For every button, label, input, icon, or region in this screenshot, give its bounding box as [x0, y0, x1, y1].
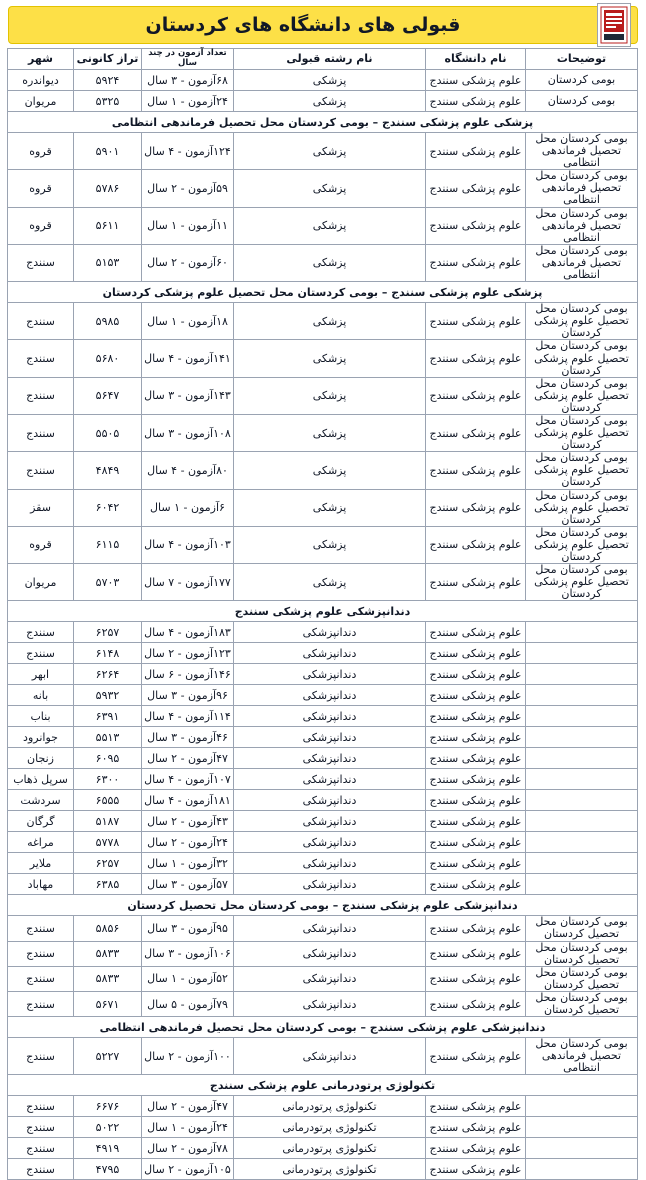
table-row — [8, 874, 638, 895]
cell-university: علوم پزشکی سنندج — [426, 303, 526, 340]
cell-major: پزشکی — [234, 377, 426, 414]
cell-university: علوم پزشکی سنندج — [426, 1159, 526, 1180]
cell-major: دندانپزشکی — [234, 811, 426, 832]
cell-major: دندانپزشکی — [234, 643, 426, 664]
cell-traz: ۶۳۹۱ — [74, 706, 142, 727]
admissions-table — [7, 48, 638, 1180]
section-title: دندانپزشکی علوم پزشکی سنندج – بومی کردستان محل تحصیل فرماندهی انتظامی — [8, 1017, 638, 1038]
cell-city: مریوان — [8, 91, 74, 112]
cell-traz: ۵۵۰۵ — [74, 414, 142, 451]
cell-traz: ۶۳۰۰ — [74, 769, 142, 790]
cell-notes: بومی کردستان محل تحصیل فرماندهی انتظامی — [526, 170, 638, 207]
table-row — [8, 207, 638, 244]
cell-major: پزشکی — [234, 340, 426, 377]
section-header-row — [8, 112, 638, 133]
cell-university: علوم پزشکی سنندج — [426, 790, 526, 811]
cell-exam-count: ۵۲آزمون - ۱ سال — [142, 966, 234, 991]
cell-exam-count: ۱۲۴آزمون - ۴ سال — [142, 133, 234, 170]
cell-notes — [526, 1096, 638, 1117]
cell-traz: ۵۹۰۱ — [74, 133, 142, 170]
cell-notes — [526, 811, 638, 832]
section-title: پزشکی علوم پزشکی سنندج – بومی کردستان محل تحصیل علوم پزشکی کردستان — [8, 282, 638, 303]
table-row — [8, 340, 638, 377]
page-banner — [8, 6, 638, 44]
cell-exam-count: ۴۷آزمون - ۲ سال — [142, 748, 234, 769]
cell-exam-count: ۸۰آزمون - ۴ سال — [142, 452, 234, 489]
cell-major: پزشکی — [234, 170, 426, 207]
table-row — [8, 643, 638, 664]
cell-major: دندانپزشکی — [234, 727, 426, 748]
cell-notes — [526, 1159, 638, 1180]
cell-university: علوم پزشکی سنندج — [426, 377, 526, 414]
cell-university: علوم پزشکی سنندج — [426, 811, 526, 832]
cell-city: سنندج — [8, 1096, 74, 1117]
cell-major: دندانپزشکی — [234, 853, 426, 874]
document-page — [0, 6, 646, 1180]
cell-exam-count: ۱۱آزمون - ۱ سال — [142, 207, 234, 244]
cell-traz: ۵۷۸۶ — [74, 170, 142, 207]
cell-major: دندانپزشکی — [234, 991, 426, 1016]
section-title: پزشکی علوم پزشکی سنندج – بومی کردستان محل تحصیل فرماندهی انتظامی — [8, 112, 638, 133]
cell-university: علوم پزشکی سنندج — [426, 564, 526, 601]
table-row — [8, 170, 638, 207]
cell-notes: بومی کردستان محل تحصیل علوم پزشکی کردستان — [526, 489, 638, 526]
table-row — [8, 70, 638, 91]
cell-major: دندانپزشکی — [234, 769, 426, 790]
cell-traz: ۴۹۱۹ — [74, 1138, 142, 1159]
cell-exam-count: ۲۴آزمون - ۱ سال — [142, 1117, 234, 1138]
cell-city: سنندج — [8, 941, 74, 966]
cell-city: جوانرود — [8, 727, 74, 748]
cell-major: پزشکی — [234, 244, 426, 281]
cell-exam-count: ۶۸آزمون - ۳ سال — [142, 70, 234, 91]
cell-notes: بومی کردستان محل تحصیل کردستان — [526, 966, 638, 991]
cell-major: تکنولوژی پرتودرمانی — [234, 1138, 426, 1159]
cell-exam-count: ۱۰۸آزمون - ۳ سال — [142, 414, 234, 451]
cell-city: قروه — [8, 207, 74, 244]
cell-exam-count: ۹۶آزمون - ۳ سال — [142, 685, 234, 706]
cell-exam-count: ۴۳آزمون - ۲ سال — [142, 811, 234, 832]
cell-city: سنندج — [8, 303, 74, 340]
cell-exam-count: ۱۴۶آزمون - ۶ سال — [142, 664, 234, 685]
cell-city: سرپل ذهاب — [8, 769, 74, 790]
cell-major: دندانپزشکی — [234, 685, 426, 706]
cell-notes — [526, 769, 638, 790]
cell-university: علوم پزشکی سنندج — [426, 832, 526, 853]
cell-major: پزشکی — [234, 303, 426, 340]
cell-traz: ۶۰۴۲ — [74, 489, 142, 526]
cell-notes — [526, 664, 638, 685]
table-row — [8, 790, 638, 811]
table-row — [8, 622, 638, 643]
cell-exam-count: ۱۴۱آزمون - ۴ سال — [142, 340, 234, 377]
table-row — [8, 1096, 638, 1117]
cell-notes: بومی کردستان محل تحصیل فرماندهی انتظامی — [526, 1038, 638, 1075]
cell-university: علوم پزشکی سنندج — [426, 489, 526, 526]
cell-traz: ۶۳۸۵ — [74, 874, 142, 895]
cell-traz: ۵۶۸۰ — [74, 340, 142, 377]
cell-notes — [526, 685, 638, 706]
cell-major: پزشکی — [234, 414, 426, 451]
section-header-row — [8, 601, 638, 622]
cell-traz: ۵۱۵۳ — [74, 244, 142, 281]
cell-notes — [526, 706, 638, 727]
cell-city: سقز — [8, 489, 74, 526]
cell-exam-count: ۱۷۷آزمون - ۷ سال — [142, 564, 234, 601]
cell-notes — [526, 1117, 638, 1138]
cell-exam-count: ۷۹آزمون - ۵ سال — [142, 991, 234, 1016]
cell-exam-count: ۱۸آزمون - ۱ سال — [142, 303, 234, 340]
cell-traz: ۶۶۷۶ — [74, 1096, 142, 1117]
table-row — [8, 303, 638, 340]
cell-notes — [526, 748, 638, 769]
cell-city: سنندج — [8, 643, 74, 664]
cell-notes — [526, 727, 638, 748]
table-row — [8, 853, 638, 874]
cell-university: علوم پزشکی سنندج — [426, 706, 526, 727]
cell-city: سنندج — [8, 1159, 74, 1180]
table-row — [8, 748, 638, 769]
cell-university: علوم پزشکی سنندج — [426, 685, 526, 706]
cell-major: دندانپزشکی — [234, 748, 426, 769]
cell-major: دندانپزشکی — [234, 1038, 426, 1075]
cell-city: مهاباد — [8, 874, 74, 895]
table-row — [8, 664, 638, 685]
cell-exam-count: ۱۰۳آزمون - ۴ سال — [142, 526, 234, 563]
cell-notes: بومی کردستان محل تحصیل علوم پزشکی کردستان — [526, 526, 638, 563]
table-row — [8, 414, 638, 451]
cell-university: علوم پزشکی سنندج — [426, 748, 526, 769]
cell-city: سنندج — [8, 1117, 74, 1138]
cell-exam-count: ۱۲۳آزمون - ۲ سال — [142, 643, 234, 664]
cell-traz: ۵۹۲۴ — [74, 70, 142, 91]
cell-notes — [526, 790, 638, 811]
cell-exam-count: ۱۰۵آزمون - ۲ سال — [142, 1159, 234, 1180]
cell-exam-count: ۶آزمون - ۱ سال — [142, 489, 234, 526]
table-row — [8, 489, 638, 526]
table-row — [8, 991, 638, 1016]
table-body — [8, 70, 638, 1180]
cell-major: تکنولوژی پرتودرمانی — [234, 1117, 426, 1138]
cell-university: علوم پزشکی سنندج — [426, 966, 526, 991]
section-title: دندانپزشکی علوم پزشکی سنندج — [8, 601, 638, 622]
table-row — [8, 727, 638, 748]
cell-notes: بومی کردستان محل تحصیل فرماندهی انتظامی — [526, 244, 638, 281]
cell-notes: بومی کردستان محل تحصیل فرماندهی انتظامی — [526, 133, 638, 170]
table-header-row — [8, 49, 638, 70]
table-row — [8, 1117, 638, 1138]
table-row — [8, 769, 638, 790]
cell-traz: ۵۶۴۷ — [74, 377, 142, 414]
cell-university: علوم پزشکی سنندج — [426, 941, 526, 966]
cell-traz: ۶۲۶۴ — [74, 664, 142, 685]
cell-university: علوم پزشکی سنندج — [426, 727, 526, 748]
cell-traz: ۵۹۳۲ — [74, 685, 142, 706]
cell-major: پزشکی — [234, 133, 426, 170]
cell-exam-count: ۱۸۱آزمون - ۴ سال — [142, 790, 234, 811]
cell-major: دندانپزشکی — [234, 706, 426, 727]
col-header-notes: توضیحات — [526, 49, 638, 70]
section-header-row — [8, 282, 638, 303]
cell-traz: ۶۲۵۷ — [74, 622, 142, 643]
col-header-university: نام دانشگاه — [426, 49, 526, 70]
cell-major: پزشکی — [234, 207, 426, 244]
col-header-traz: تراز کانونی — [74, 49, 142, 70]
section-header-row — [8, 1075, 638, 1096]
cell-exam-count: ۱۰۷آزمون - ۴ سال — [142, 769, 234, 790]
cell-exam-count: ۵۹آزمون - ۲ سال — [142, 170, 234, 207]
cell-exam-count: ۴۷آزمون - ۲ سال — [142, 1096, 234, 1117]
cell-major: تکنولوژی پرتودرمانی — [234, 1159, 426, 1180]
cell-city: زنجان — [8, 748, 74, 769]
cell-notes: بومی کردستان محل تحصیل علوم پزشکی کردستان — [526, 452, 638, 489]
section-title: تکنولوژی پرتودرمانی علوم پزشکی سنندج — [8, 1075, 638, 1096]
cell-traz: ۶۰۹۵ — [74, 748, 142, 769]
table-row — [8, 377, 638, 414]
cell-city: بانه — [8, 685, 74, 706]
cell-city: سنندج — [8, 916, 74, 941]
cell-university: علوم پزشکی سنندج — [426, 91, 526, 112]
cell-traz: ۵۱۸۷ — [74, 811, 142, 832]
cell-city: ابهر — [8, 664, 74, 685]
cell-notes — [526, 853, 638, 874]
cell-exam-count: ۲۴آزمون - ۲ سال — [142, 832, 234, 853]
cell-major: دندانپزشکی — [234, 874, 426, 895]
table-row — [8, 706, 638, 727]
cell-university: علوم پزشکی سنندج — [426, 991, 526, 1016]
cell-major: تکنولوژی پرتودرمانی — [234, 1096, 426, 1117]
cell-major: پزشکی — [234, 70, 426, 91]
col-header-major: نام رشته قبولی — [234, 49, 426, 70]
cell-exam-count: ۱۴۳آزمون - ۳ سال — [142, 377, 234, 414]
cell-university: علوم پزشکی سنندج — [426, 1138, 526, 1159]
table-header — [8, 49, 638, 70]
cell-city: سنندج — [8, 966, 74, 991]
cell-city: سنندج — [8, 452, 74, 489]
cell-notes: بومی کردستان — [526, 91, 638, 112]
cell-exam-count: ۱۰۶آزمون - ۳ سال — [142, 941, 234, 966]
cell-university: علوم پزشکی سنندج — [426, 664, 526, 685]
cell-city: ملایر — [8, 853, 74, 874]
cell-traz: ۵۸۳۳ — [74, 966, 142, 991]
cell-major: دندانپزشکی — [234, 832, 426, 853]
table-row — [8, 244, 638, 281]
col-header-city: شهر — [8, 49, 74, 70]
cell-notes: بومی کردستان محل تحصیل فرماندهی انتظامی — [526, 207, 638, 244]
cell-major: دندانپزشکی — [234, 941, 426, 966]
cell-traz: ۵۸۳۳ — [74, 941, 142, 966]
cell-notes — [526, 643, 638, 664]
cell-traz: ۶۱۴۸ — [74, 643, 142, 664]
table-row — [8, 526, 638, 563]
cell-university: علوم پزشکی سنندج — [426, 452, 526, 489]
cell-city: سنندج — [8, 377, 74, 414]
cell-university: علوم پزشکی سنندج — [426, 70, 526, 91]
cell-traz: ۵۹۸۵ — [74, 303, 142, 340]
table-row — [8, 564, 638, 601]
table-row — [8, 811, 638, 832]
cell-exam-count: ۱۸۳آزمون - ۴ سال — [142, 622, 234, 643]
cell-city: قروه — [8, 526, 74, 563]
cell-exam-count: ۱۱۴آزمون - ۴ سال — [142, 706, 234, 727]
section-header-row — [8, 1017, 638, 1038]
cell-university: علوم پزشکی سنندج — [426, 916, 526, 941]
cell-university: علوم پزشکی سنندج — [426, 1038, 526, 1075]
col-header-exam-count: تعداد آزمون در چند سال — [142, 49, 234, 70]
cell-university: علوم پزشکی سنندج — [426, 170, 526, 207]
cell-city: سنندج — [8, 991, 74, 1016]
cell-notes — [526, 832, 638, 853]
cell-university: علوم پزشکی سنندج — [426, 133, 526, 170]
cell-exam-count: ۷۸آزمون - ۲ سال — [142, 1138, 234, 1159]
cell-university: علوم پزشکی سنندج — [426, 853, 526, 874]
cell-traz: ۵۷۷۸ — [74, 832, 142, 853]
cell-notes — [526, 1138, 638, 1159]
book-emblem-icon — [600, 6, 628, 44]
table-row — [8, 832, 638, 853]
cell-major: پزشکی — [234, 564, 426, 601]
cell-notes: بومی کردستان محل تحصیل کردستان — [526, 916, 638, 941]
cell-major: پزشکی — [234, 526, 426, 563]
cell-notes: بومی کردستان محل تحصیل کردستان — [526, 941, 638, 966]
table-row — [8, 1159, 638, 1180]
cell-exam-count: ۲۴آزمون - ۱ سال — [142, 91, 234, 112]
cell-traz: ۵۰۲۲ — [74, 1117, 142, 1138]
table-row — [8, 916, 638, 941]
cell-traz: ۵۸۵۶ — [74, 916, 142, 941]
cell-city: گرگان — [8, 811, 74, 832]
cell-major: پزشکی — [234, 489, 426, 526]
cell-university: علوم پزشکی سنندج — [426, 244, 526, 281]
cell-notes: بومی کردستان محل تحصیل علوم پزشکی کردستان — [526, 340, 638, 377]
cell-university: علوم پزشکی سنندج — [426, 1096, 526, 1117]
cell-exam-count: ۵۷آزمون - ۳ سال — [142, 874, 234, 895]
cell-traz: ۶۲۵۷ — [74, 853, 142, 874]
cell-university: علوم پزشکی سنندج — [426, 526, 526, 563]
cell-exam-count: ۱۰۰آزمون - ۲ سال — [142, 1038, 234, 1075]
cell-notes: بومی کردستان محل تحصیل علوم پزشکی کردستان — [526, 564, 638, 601]
cell-university: علوم پزشکی سنندج — [426, 769, 526, 790]
cell-city: قروه — [8, 170, 74, 207]
table-row — [8, 452, 638, 489]
cell-notes — [526, 622, 638, 643]
cell-traz: ۵۵۱۳ — [74, 727, 142, 748]
cell-city: مراغه — [8, 832, 74, 853]
cell-city: سنندج — [8, 414, 74, 451]
cell-university: علوم پزشکی سنندج — [426, 414, 526, 451]
cell-exam-count: ۳۲آزمون - ۱ سال — [142, 853, 234, 874]
table-row — [8, 91, 638, 112]
page-title: قبولی های دانشگاه های کردستان — [145, 14, 461, 36]
cell-traz: ۶۱۱۵ — [74, 526, 142, 563]
cell-major: دندانپزشکی — [234, 916, 426, 941]
cell-notes: بومی کردستان محل تحصیل علوم پزشکی کردستان — [526, 377, 638, 414]
cell-traz: ۵۲۲۷ — [74, 1038, 142, 1075]
institute-logo — [597, 3, 631, 47]
cell-exam-count: ۹۵آزمون - ۳ سال — [142, 916, 234, 941]
cell-city: سنندج — [8, 622, 74, 643]
table-row — [8, 941, 638, 966]
cell-traz: ۵۶۷۱ — [74, 991, 142, 1016]
cell-city: قروه — [8, 133, 74, 170]
cell-city: بناب — [8, 706, 74, 727]
cell-major: دندانپزشکی — [234, 966, 426, 991]
cell-university: علوم پزشکی سنندج — [426, 1117, 526, 1138]
section-title: دندانپزشکی علوم پزشکی سنندج – بومی کردستان محل تحصیل کردستان — [8, 895, 638, 916]
cell-notes: بومی کردستان — [526, 70, 638, 91]
cell-major: دندانپزشکی — [234, 664, 426, 685]
cell-university: علوم پزشکی سنندج — [426, 874, 526, 895]
cell-city: دیواندره — [8, 70, 74, 91]
cell-notes: بومی کردستان محل تحصیل علوم پزشکی کردستان — [526, 414, 638, 451]
cell-notes — [526, 874, 638, 895]
cell-traz: ۵۳۲۵ — [74, 91, 142, 112]
cell-city: سنندج — [8, 1138, 74, 1159]
cell-university: علوم پزشکی سنندج — [426, 643, 526, 664]
cell-major: پزشکی — [234, 452, 426, 489]
cell-traz: ۴۸۴۹ — [74, 452, 142, 489]
cell-major: دندانپزشکی — [234, 790, 426, 811]
cell-city: سنندج — [8, 1038, 74, 1075]
cell-city: مریوان — [8, 564, 74, 601]
table-row — [8, 1138, 638, 1159]
cell-traz: ۵۶۱۱ — [74, 207, 142, 244]
section-header-row — [8, 895, 638, 916]
cell-traz: ۶۵۵۵ — [74, 790, 142, 811]
table-row — [8, 966, 638, 991]
cell-university: علوم پزشکی سنندج — [426, 340, 526, 377]
cell-major: پزشکی — [234, 91, 426, 112]
table-row — [8, 685, 638, 706]
cell-traz: ۴۷۹۵ — [74, 1159, 142, 1180]
cell-city: سردشت — [8, 790, 74, 811]
cell-traz: ۵۷۰۳ — [74, 564, 142, 601]
cell-major: دندانپزشکی — [234, 622, 426, 643]
table-row — [8, 133, 638, 170]
cell-exam-count: ۴۶آزمون - ۳ سال — [142, 727, 234, 748]
cell-city: سنندج — [8, 244, 74, 281]
cell-notes: بومی کردستان محل تحصیل علوم پزشکی کردستان — [526, 303, 638, 340]
table-row — [8, 1038, 638, 1075]
cell-exam-count: ۶۰آزمون - ۲ سال — [142, 244, 234, 281]
cell-city: سنندج — [8, 340, 74, 377]
cell-notes: بومی کردستان محل تحصیل کردستان — [526, 991, 638, 1016]
cell-university: علوم پزشکی سنندج — [426, 207, 526, 244]
cell-university: علوم پزشکی سنندج — [426, 622, 526, 643]
